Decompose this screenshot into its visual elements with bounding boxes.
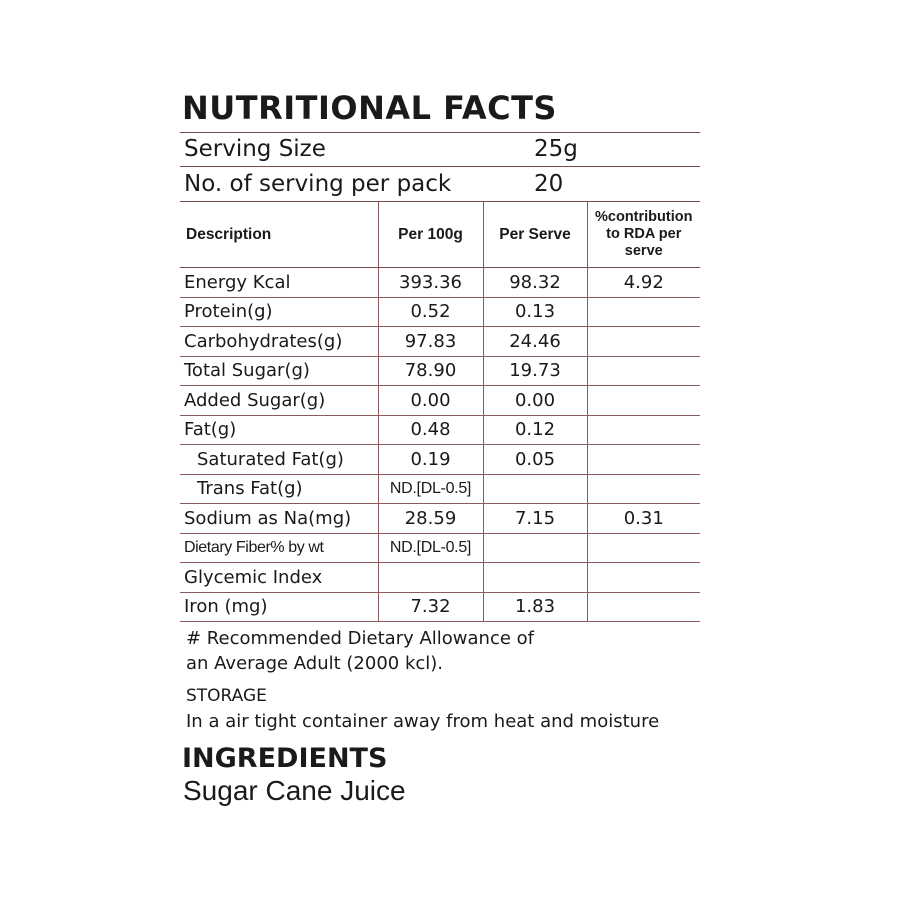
divider (180, 132, 700, 133)
per-100g-value: ND.[DL-0.5] (378, 533, 483, 563)
ingredients-heading: INGREDIENTS (182, 743, 388, 774)
rda-value (587, 445, 700, 475)
nutrient-label: Sodium as Na(mg) (180, 504, 378, 534)
servings-per-pack-value: 20 (534, 171, 564, 197)
per-serve-value: 98.32 (483, 268, 587, 298)
table-header-row (180, 202, 700, 268)
table-row (180, 563, 700, 593)
rda-value (587, 474, 700, 504)
table-row (180, 356, 700, 386)
nutrient-label: Added Sugar(g) (180, 386, 378, 416)
per-serve-value: 24.46 (483, 327, 587, 357)
page-title: NUTRITIONAL FACTS (182, 89, 557, 127)
table-row (180, 474, 700, 504)
table-row (180, 268, 700, 298)
table-row (180, 415, 700, 445)
storage-heading: STORAGE (186, 686, 267, 706)
rda-value (587, 297, 700, 327)
rda-footnote (186, 626, 534, 676)
nutrition-table (180, 202, 700, 622)
rda-value (587, 356, 700, 386)
table-row (180, 445, 700, 475)
ingredients-text: Sugar Cane Juice (183, 775, 406, 806)
rda-value: 4.92 (587, 268, 700, 298)
table-row (180, 327, 700, 357)
per-100g-value: 7.32 (378, 592, 483, 622)
serving-size-label: Serving Size (184, 136, 326, 162)
nutrient-label: Protein(g) (180, 297, 378, 327)
table-row (180, 533, 700, 563)
per-serve-value: 7.15 (483, 504, 587, 534)
per-100g-value: ND.[DL-0.5] (378, 474, 483, 504)
servings-per-pack-label: No. of serving per pack (184, 171, 452, 197)
nutrient-label: Total Sugar(g) (180, 356, 378, 386)
table-row (180, 297, 700, 327)
per-serve-value: 19.73 (483, 356, 587, 386)
per-100g-value: 0.52 (378, 297, 483, 327)
per-serve-value: 1.83 (483, 592, 587, 622)
nutrient-label: Carbohydrates(g) (180, 327, 378, 357)
column-header-description: Description (180, 202, 378, 268)
per-100g-value: 28.59 (378, 504, 483, 534)
table-row (180, 592, 700, 622)
per-serve-value (483, 563, 587, 593)
rda-value (587, 386, 700, 416)
per-100g-value: 0.19 (378, 445, 483, 475)
rda-value (587, 563, 700, 593)
column-header-per-serve: Per Serve (483, 202, 587, 268)
rda-value (587, 592, 700, 622)
column-header-rda: %contribution to RDA per serve (587, 202, 700, 268)
rda-value (587, 533, 700, 563)
table-row (180, 386, 700, 416)
nutrient-label: Glycemic Index (180, 563, 378, 593)
per-serve-value: 0.05 (483, 445, 587, 475)
nutrient-label: Iron (mg) (180, 592, 378, 622)
table-row (180, 504, 700, 534)
serving-size-value: 25g (534, 136, 578, 162)
nutrient-label: Trans Fat(g) (180, 474, 378, 504)
storage-text: In a air tight container away from heat and moisture (186, 711, 660, 732)
per-serve-value (483, 474, 587, 504)
per-100g-value: 0.48 (378, 415, 483, 445)
nutrient-label: Fat(g) (180, 415, 378, 445)
rda-value (587, 415, 700, 445)
per-100g-value: 393.36 (378, 268, 483, 298)
per-100g-value: 0.00 (378, 386, 483, 416)
per-serve-value: 0.00 (483, 386, 587, 416)
rda-value: 0.31 (587, 504, 700, 534)
per-100g-value: 97.83 (378, 327, 483, 357)
per-100g-value: 78.90 (378, 356, 483, 386)
per-serve-value (483, 533, 587, 563)
per-serve-value: 0.13 (483, 297, 587, 327)
rda-footnote-line: # Recommended Dietary Allowance of (186, 628, 535, 649)
nutrient-label: Energy Kcal (180, 268, 378, 298)
nutrient-label: Saturated Fat(g) (180, 445, 378, 475)
per-serve-value: 0.12 (483, 415, 587, 445)
divider (180, 166, 700, 167)
rda-value (587, 327, 700, 357)
rda-footnote-line: an Average Adult (2000 kcl). (186, 653, 444, 674)
per-100g-value (378, 563, 483, 593)
nutrient-label: Dietary Fiber% by wt (180, 533, 378, 563)
column-header-per-100g: Per 100g (378, 202, 483, 268)
